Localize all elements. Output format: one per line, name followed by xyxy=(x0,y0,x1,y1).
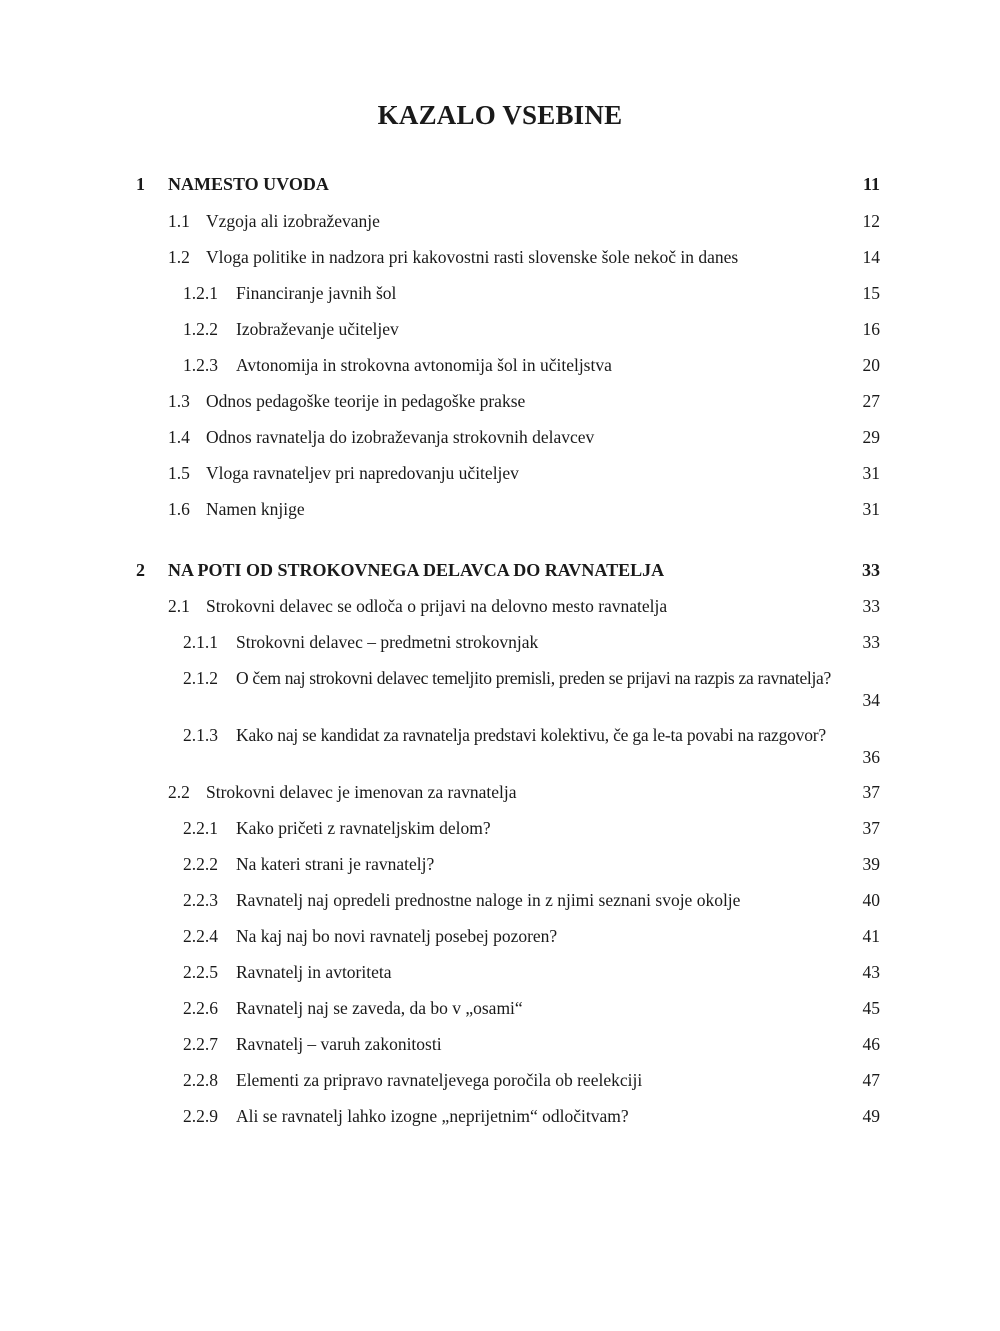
toc-page: 16 xyxy=(862,319,880,339)
toc-page: 36 xyxy=(862,747,880,767)
toc-title: Ravnatelj naj se zaveda, da bo v „osami“ xyxy=(236,998,523,1018)
toc-number: 2.2.9 xyxy=(183,1106,218,1126)
toc-page: 31 xyxy=(862,499,880,519)
toc-number: 1.2.2 xyxy=(183,319,218,339)
toc-title: Strokovni delavec je imenovan za ravnatelja xyxy=(206,782,517,802)
toc-number: 2.2.2 xyxy=(183,854,218,874)
toc-page: 29 xyxy=(862,427,880,447)
toc-page: 11 xyxy=(862,174,880,194)
toc-page: 37 xyxy=(862,818,880,838)
toc-title: Ravnatelj naj opredeli prednostne naloge in z njimi seznani svoje okolje xyxy=(236,890,741,910)
toc-page: 45 xyxy=(862,998,880,1018)
toc-title: Ali se ravnatelj lahko izogne „neprijetnim“ odločitvam? xyxy=(236,1106,629,1126)
toc-title: Vloga politike in nadzora pri kakovostni rasti slovenske šole nekoč in danes xyxy=(206,247,739,267)
toc-number: 1.6 xyxy=(168,499,190,519)
toc-page: 31 xyxy=(862,463,880,483)
toc-number: 2 xyxy=(136,560,145,580)
page-title: KAZALO VSEBINE xyxy=(377,100,623,130)
toc-number: 1.2 xyxy=(168,247,190,267)
toc-title: Odnos pedagoške teorije in pedagoške prakse xyxy=(206,391,526,411)
toc-number: 2.2.8 xyxy=(183,1070,218,1090)
toc-title: Elementi za pripravo ravnateljevega poročila ob reelekciji xyxy=(236,1070,643,1090)
toc-page: 46 xyxy=(862,1034,880,1054)
toc-title: Namen knjige xyxy=(206,499,305,519)
toc-page: 47 xyxy=(862,1070,880,1090)
toc-number: 2.2.1 xyxy=(183,818,218,838)
toc-page: 41 xyxy=(862,926,880,946)
toc-page: 49 xyxy=(862,1106,880,1126)
toc-number: 1.2.3 xyxy=(183,355,218,375)
toc-title: Na kaj naj bo novi ravnatelj posebej pozoren? xyxy=(236,926,558,946)
toc-number: 2.1 xyxy=(168,596,190,616)
toc-number: 2.2.5 xyxy=(183,962,218,982)
toc-title: Kako naj se kandidat za ravnatelja predstavi kolektivu, če ga le-ta povabi na razgovor? xyxy=(236,725,826,745)
toc-number: 1 xyxy=(136,174,145,194)
toc-page: 15 xyxy=(862,283,880,303)
toc-number: 1.4 xyxy=(168,427,190,447)
toc-number: 2.2.3 xyxy=(183,890,218,910)
toc-title: O čem naj strokovni delavec temeljito premisli, preden se prijavi na razpis za ravnatelja? xyxy=(236,668,831,688)
toc-page: 27 xyxy=(862,391,880,411)
toc-title: Kako pričeti z ravnateljskim delom? xyxy=(236,818,491,838)
toc-title: Vzgoja ali izobraževanje xyxy=(206,211,380,231)
toc-title: Odnos ravnatelja do izobraževanja strokovnih delavcev xyxy=(206,427,595,447)
toc-page: 37 xyxy=(862,782,880,802)
toc-number: 1.1 xyxy=(168,211,190,231)
toc-page: 14 xyxy=(862,247,880,267)
toc-page: 20 xyxy=(862,355,880,375)
toc-page: 39 xyxy=(862,854,880,874)
toc-page: 43 xyxy=(862,962,880,982)
toc-title: Avtonomija in strokovna avtonomija šol in učiteljstva xyxy=(236,355,612,375)
toc-page: 40 xyxy=(862,890,880,910)
toc-title: Financiranje javnih šol xyxy=(236,283,397,303)
toc-title: Strokovni delavec – predmetni strokovnjak xyxy=(236,632,539,652)
toc-page: 33 xyxy=(862,596,880,616)
toc-number: 2.1.2 xyxy=(183,668,218,688)
toc-title: Ravnatelj – varuh zakonitosti xyxy=(236,1034,442,1054)
toc-number: 2.1.1 xyxy=(183,632,218,652)
toc-title: Na kateri strani je ravnatelj? xyxy=(236,854,435,874)
toc-page: 33 xyxy=(862,632,880,652)
toc-number: 2.2.6 xyxy=(183,998,218,1018)
toc-title: NA POTI OD STROKOVNEGA DELAVCA DO RAVNATELJA xyxy=(168,560,665,580)
toc-title: Vloga ravnateljev pri napredovanju učiteljev xyxy=(206,463,519,483)
toc-title: Izobraževanje učiteljev xyxy=(236,319,399,339)
toc-page: 34 xyxy=(862,690,880,710)
toc-number: 2.2.4 xyxy=(183,926,218,946)
toc-number: 1.3 xyxy=(168,391,190,411)
toc-number: 2.2.7 xyxy=(183,1034,218,1054)
toc-title: Strokovni delavec se odloča o prijavi na delovno mesto ravnatelja xyxy=(206,596,668,616)
toc-number: 2.2 xyxy=(168,782,190,802)
toc-title: NAMESTO UVODA xyxy=(168,174,329,194)
toc-number: 1.5 xyxy=(168,463,190,483)
toc-page: 33 xyxy=(862,560,880,580)
toc-number: 1.2.1 xyxy=(183,283,218,303)
toc-page: 12 xyxy=(862,211,880,231)
toc-number: 2.1.3 xyxy=(183,725,218,745)
toc-title: Ravnatelj in avtoriteta xyxy=(236,962,392,982)
